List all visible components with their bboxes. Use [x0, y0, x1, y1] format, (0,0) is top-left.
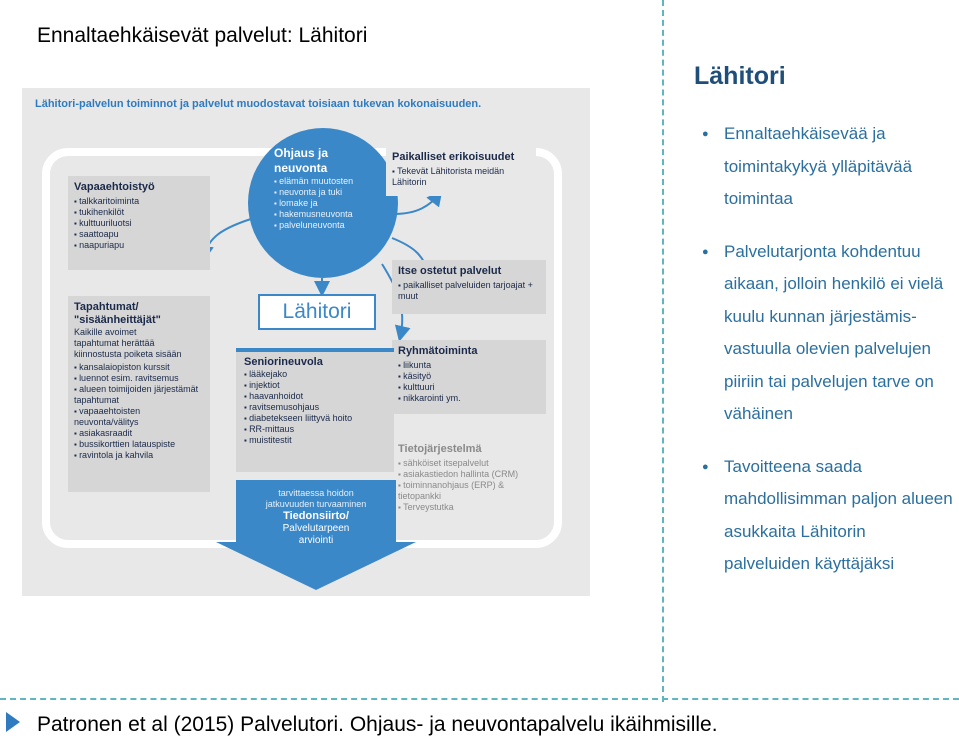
box-tapahtumat — [68, 296, 210, 492]
box-title: Ryhmätoiminta — [398, 345, 478, 357]
box-title: Paikalliset erikoisuudet — [392, 151, 515, 163]
box-line: Kaikille avoimet — [74, 327, 137, 337]
box-title: Itse ostetut palvelut — [398, 265, 502, 277]
list-item: ▪ bussikorttien latauspiste — [74, 439, 204, 450]
list-item: ▪ hakemusneuvonta — [274, 209, 382, 220]
list-item: ▪ toiminnanohjaus (ERP) & tietopankki — [398, 480, 540, 502]
arrow-line: arviointi — [298, 535, 334, 546]
box-title: "sisäänheittäjät" — [74, 314, 161, 326]
diagram-title: Lähitori-palvelun toiminnot ja palvelut muodostavat toisiaan tukevan kokonaisuuden. — [35, 98, 482, 110]
list-item: ▪ saattoapu — [74, 229, 204, 240]
vertical-dashed-divider — [662, 0, 664, 702]
footer-citation: Patronen et al (2015) Palvelutori. Ohjaus- ja neuvontapalvelu ikäihmisille. — [37, 713, 718, 736]
box-title: Tapahtumat/ — [74, 301, 139, 313]
slide-title: Ennaltaehkäisevät palvelut: Lähitori — [37, 24, 368, 47]
bullet-dot-icon: ● — [702, 245, 709, 258]
box-line: tapahtumat herättää — [74, 338, 155, 348]
list-item: ▪ naapuriapu — [74, 240, 204, 251]
arrow-line: Palvelutarpeen — [282, 523, 350, 534]
horizontal-dashed-divider — [0, 698, 959, 700]
bullet-text: Ennaltaehkäisevää ja toimintakykyä ylläpitävää toimintaa — [724, 124, 913, 208]
bullet-list — [702, 118, 954, 601]
bullet-text: Tavoitteena saada mahdollisimman paljon alueen asukkaita Lähitorin palveluiden käyttäjäksi — [724, 456, 953, 573]
list-item: ▪ asiakastiedon hallinta (CRM) — [398, 469, 540, 480]
play-triangle-icon — [6, 712, 20, 732]
box-line: kiinnostusta poiketa sisään — [74, 349, 182, 359]
list-item: ▪ muistitestit — [244, 435, 386, 446]
bullet-item — [702, 236, 954, 431]
arrow-line: jatkuvuuden turvaaminen — [265, 499, 367, 509]
ohjaus-neuvonta-circle — [248, 128, 398, 278]
lahitori-brand-box: Lähitori — [258, 294, 376, 330]
list-item: ▪ kulttuuri — [398, 382, 540, 393]
list-item: ▪ sähköiset itsepalvelut — [398, 458, 540, 469]
bullet-item — [702, 118, 954, 216]
bullet-item — [702, 451, 954, 581]
list-item: ▪ ravitsemusohjaus — [244, 402, 386, 413]
list-item: ▪ injektiot — [244, 380, 386, 391]
list-item: ▪ Terveystutka — [398, 502, 540, 513]
list-item: ▪ alueen toimijoiden järjestämät tapahtumat — [74, 384, 204, 406]
lahitori-diagram — [22, 88, 590, 596]
list-item: ▪ ravintola ja kahvila — [74, 450, 204, 461]
bullet-dot-icon: ● — [702, 128, 709, 140]
list-item: ▪ Tekevät Lähitorista meidän Lähitorin — [392, 166, 530, 188]
box-itse-ostetut — [392, 260, 546, 314]
list-item: ▪ lomake ja — [274, 198, 382, 209]
list-item: ▪ diabetekseen liittyvä hoito — [244, 413, 386, 424]
list-item: ▪ vapaaehtoisten neuvonta/välitys — [74, 406, 204, 428]
list-item: ▪ elämän muutosten — [274, 176, 382, 187]
list-item: ▪ RR-mittaus — [244, 424, 386, 435]
box-title: Tietojärjestelmä — [398, 443, 482, 455]
box-ryhmatoiminta — [392, 340, 546, 414]
list-item: ▪ tukihenkilöt — [74, 207, 204, 218]
list-item: ▪ luennot esim. ravitsemus — [74, 373, 204, 384]
panel-title: Lähitori — [694, 62, 786, 90]
arrow-line: tarvittaessa hoidon — [278, 488, 354, 498]
circle-title: Ohjaus ja neuvonta — [274, 146, 329, 175]
tiedonsiirto-arrow-text — [216, 488, 416, 547]
list-item: ▪ neuvonta ja tuki — [274, 187, 382, 198]
box-seniorineuvola — [236, 348, 394, 472]
list-item: ▪ liikunta — [398, 360, 540, 371]
box-title: Vapaaehtoistyö — [74, 181, 155, 193]
list-item: ▪ haavanhoidot — [244, 391, 386, 402]
list-item: ▪ palveluneuvonta — [274, 220, 382, 231]
list-item: ▪ kulttuuriluotsi — [74, 218, 204, 229]
list-item: ▪ lääkejako — [244, 369, 386, 380]
bullet-dot-icon: ● — [702, 460, 709, 473]
box-title: Seniorineuvola — [244, 356, 323, 368]
box-vapaaehtoistyo — [68, 176, 210, 270]
arrow-line: Tiedonsiirto/ — [283, 510, 349, 522]
list-item: ▪ nikkarointi ym. — [398, 393, 540, 404]
list-item: ▪ talkkaritoiminta — [74, 196, 204, 207]
list-item: ▪ paikalliset palveluiden tarjoajat + muut — [398, 280, 540, 302]
bullet-text: Palvelutarjonta kohdentuu aikaan, jolloin henkilö ei vielä kuulu kunnan järjestämis-vastuulla olevien palvelujen piiriin tai palvelujen tarve on vähäinen — [724, 241, 944, 423]
list-item: ▪ asiakasraadit — [74, 428, 204, 439]
box-paikalliset — [386, 146, 536, 196]
list-item: ▪ käsityö — [398, 371, 540, 382]
list-item: ▪ kansalaiopiston kurssit — [74, 362, 204, 373]
